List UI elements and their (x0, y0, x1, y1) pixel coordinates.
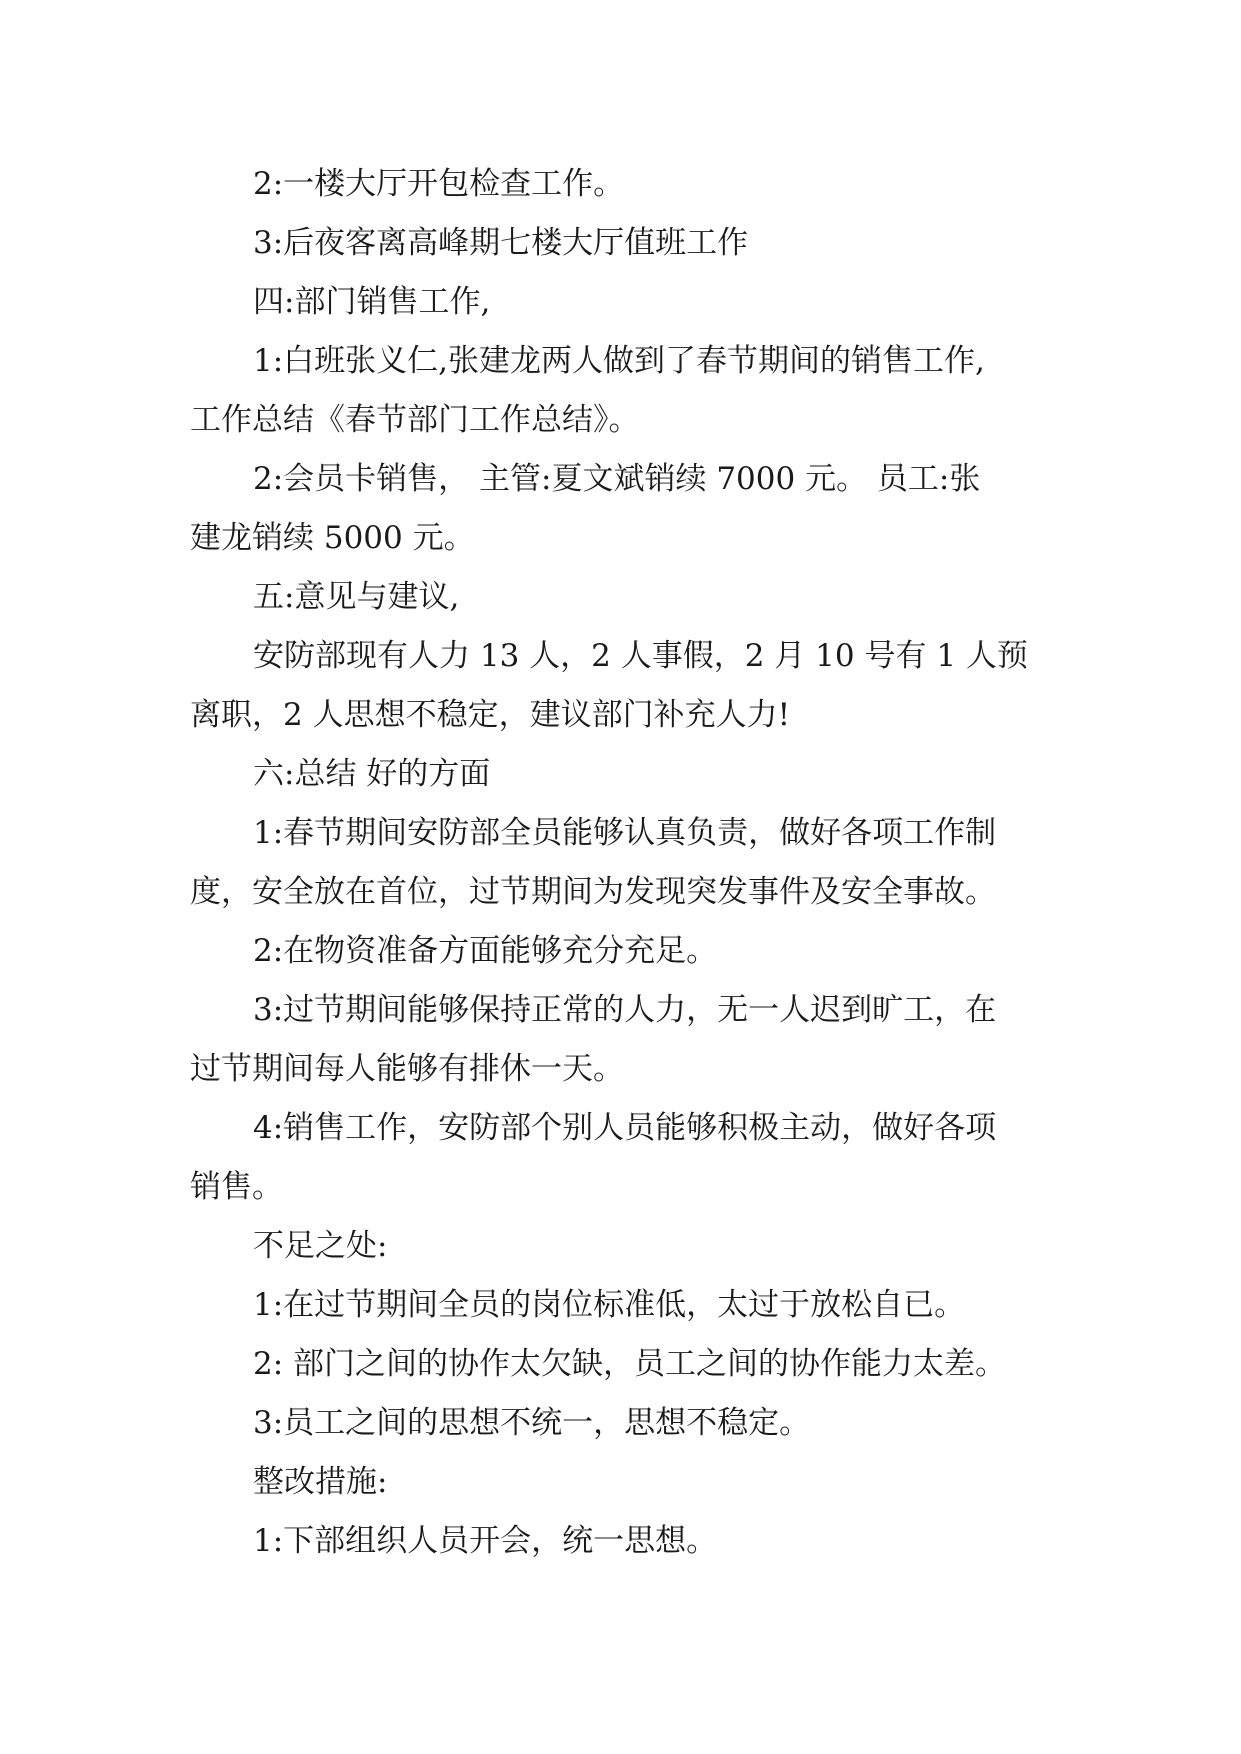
text-line-12: 1:春节期间安防部全员能够认真负责，做好各项工作制 (253, 815, 997, 851)
section-heading-suggestions: 五:意见与建议, (253, 579, 460, 615)
text-line-18: 销售。 (190, 1169, 283, 1205)
text-line-1: 2:一楼大厅开包检查工作。 (253, 166, 625, 202)
text-line-10: 离职，2 人思想不稳定，建议部门补充人力! (190, 697, 791, 733)
text-line-20: 1:在过节期间全员的岗位标准低，太过于放松自已。 (253, 1287, 966, 1323)
text-line-14: 2:在物资准备方面能够充分充足。 (253, 933, 718, 969)
text-line-4: 1:白班张义仁,张建龙两人做到了春节期间的销售工作, (253, 343, 985, 379)
section-heading-measures: 整改措施: (253, 1464, 388, 1500)
text-line-9: 安防部现有人力 13 人，2 人事假，2 月 10 号有 1 人预 (253, 638, 1028, 674)
text-line-7: 建龙销续 5000 元。 (190, 520, 475, 556)
section-heading-shortcomings: 不足之处: (253, 1228, 388, 1264)
text-line-13: 度，安全放在首位，过节期间为发现突发事件及安全事故。 (190, 874, 996, 910)
text-line-6: 2:会员卡销售， 主管:夏文斌销续 7000 元。 员工:张 (253, 461, 981, 497)
text-line-17: 4:销售工作，安防部个别人员能够积极主动，做好各项 (253, 1110, 997, 1146)
text-line-15: 3:过节期间能够保持正常的人力，无一人迟到旷工，在 (253, 992, 997, 1028)
text-line-16: 过节期间每人能够有排休一天。 (190, 1051, 624, 1087)
text-line-22: 3:员工之间的思想不统一，思想不稳定。 (253, 1405, 811, 1441)
text-line-24: 1:下部组织人员开会，统一思想。 (253, 1523, 718, 1559)
text-line-2: 3:后夜客离高峰期七楼大厅值班工作 (253, 225, 749, 261)
section-heading-sales: 四:部门销售工作, (253, 284, 491, 320)
text-line-5: 工作总结《春节部门工作总结》。 (190, 402, 640, 438)
text-line-21: 2: 部门之间的协作太欠缺，员工之间的协作能力太差。 (253, 1346, 1007, 1382)
section-heading-summary: 六:总结 好的方面 (253, 756, 491, 792)
